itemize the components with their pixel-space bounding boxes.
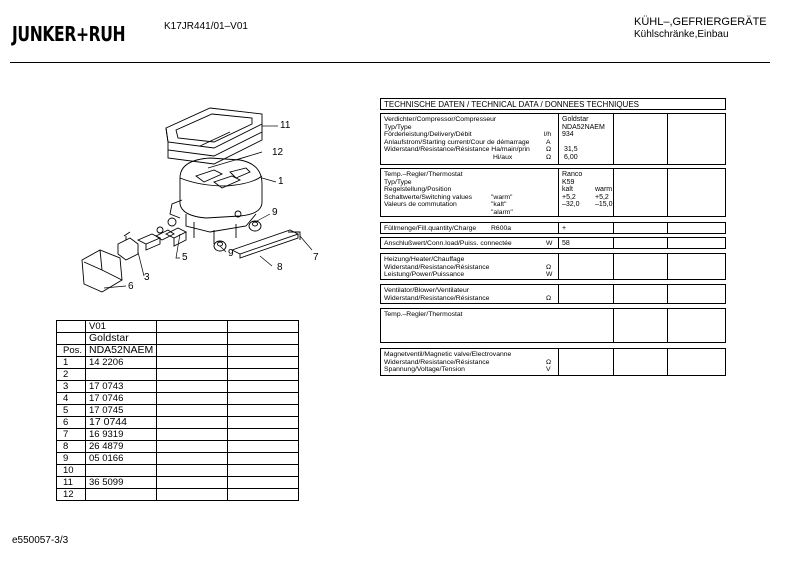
table-row bbox=[57, 429, 299, 441]
mounting-rail-part bbox=[232, 230, 300, 258]
relay-part bbox=[138, 227, 186, 250]
table-row bbox=[57, 405, 299, 417]
thermostat-section bbox=[380, 168, 726, 217]
thermostat-commutation-label: Valeurs de commutation bbox=[384, 201, 457, 209]
table-row bbox=[57, 453, 299, 465]
part-number-cell: 14 2206 bbox=[86, 357, 157, 369]
empty-cell bbox=[157, 357, 228, 369]
empty-cell bbox=[228, 429, 299, 441]
valve-voltage-label: Spannung/Voltage/Tension bbox=[384, 366, 465, 374]
empty-cell bbox=[157, 321, 228, 333]
thermostat-switching-label: Schaltwerte/Switching values bbox=[384, 193, 473, 201]
table-row bbox=[57, 477, 299, 489]
empty-cell bbox=[228, 405, 299, 417]
table-row bbox=[57, 441, 299, 453]
protector-cover-part bbox=[82, 250, 122, 292]
pos-cell: 1 bbox=[57, 357, 86, 369]
empty-cell bbox=[157, 489, 228, 501]
compressor-type-label: Typ/Type bbox=[384, 123, 412, 131]
pos-cell: 3 bbox=[57, 381, 86, 393]
heater-section bbox=[380, 253, 726, 280]
fan-label: Ventilator/Blower/Ventilateur bbox=[384, 287, 470, 294]
compressor-current-label: Anlaufstrom/Starting current/Cour de démarrage bbox=[384, 138, 530, 146]
cover-tray-part bbox=[166, 108, 262, 164]
callout-1: 1 bbox=[278, 176, 284, 187]
pos-cell: 5 bbox=[57, 405, 86, 417]
table-row bbox=[57, 333, 299, 345]
compressor-brand-value: Goldstar bbox=[562, 116, 589, 123]
empty-cell bbox=[228, 417, 299, 429]
callout-8: 8 bbox=[277, 262, 283, 273]
valve-resistance-label: Widerstand/Resistance/Résistance bbox=[384, 358, 490, 366]
empty-cell bbox=[157, 345, 228, 357]
empty-cell bbox=[228, 321, 299, 333]
pos-cell: 8 bbox=[57, 441, 86, 453]
power-section bbox=[380, 237, 726, 249]
compressor-delivery-value: 934 bbox=[562, 131, 574, 139]
compressor-label: Verdichter/Compressor/Compresseur bbox=[384, 116, 497, 123]
starter-part bbox=[118, 232, 138, 260]
table-row bbox=[57, 465, 299, 477]
callout-9-right: 9 bbox=[272, 207, 278, 218]
empty-cell bbox=[228, 441, 299, 453]
charge-label: Füllmenge/Fill.quantity/Charge bbox=[384, 225, 477, 232]
power-label: Anschlußwert/Conn.load/Puiss. connectée bbox=[384, 240, 512, 247]
current-unit: A bbox=[546, 138, 551, 146]
callout-12: 12 bbox=[272, 147, 284, 158]
thermostat-brand-value: Ranco bbox=[562, 171, 583, 178]
table-row bbox=[57, 489, 299, 501]
callout-7: 7 bbox=[313, 252, 319, 263]
fan-resistance-unit: Ω bbox=[546, 294, 552, 302]
power-value: 58 bbox=[562, 240, 570, 247]
thermostat-type-label: Typ/Type bbox=[384, 178, 412, 186]
part-number-cell: 17 0743 bbox=[86, 381, 157, 393]
pos-cell bbox=[57, 321, 86, 333]
callout-9-left: 9 bbox=[228, 248, 234, 259]
table-row bbox=[57, 369, 299, 381]
heater-power-unit: W bbox=[546, 271, 553, 279]
thermostat2-section bbox=[380, 308, 726, 343]
table-row bbox=[57, 417, 299, 429]
heater-resistance-unit: Ω bbox=[546, 263, 552, 271]
valve-label: Magnetventil/Magnetic valve/Electrovanne bbox=[384, 351, 512, 358]
empty-cell bbox=[228, 357, 299, 369]
heater-label: Heizung/Heater/Chauffage bbox=[384, 256, 465, 263]
resistance-main-unit: Ω bbox=[546, 146, 552, 154]
pos-cell: Pos. bbox=[57, 345, 86, 357]
thermostat-type-value: K59 bbox=[562, 178, 575, 186]
compressor-delivery-label: Förderleistung/Delivery/Débit bbox=[384, 131, 472, 139]
part-number-cell: V01 bbox=[86, 321, 157, 333]
pos-cell: 12 bbox=[57, 489, 86, 501]
compressor-part bbox=[168, 158, 262, 244]
empty-cell bbox=[157, 441, 228, 453]
part-number-cell: 05 0166 bbox=[86, 453, 157, 465]
part-number-cell bbox=[86, 489, 157, 501]
fan-section bbox=[380, 284, 726, 304]
empty-cell bbox=[228, 369, 299, 381]
thermostat-warm-warm-value: +5,2 bbox=[595, 193, 609, 201]
compressor-type-value: NDA52NAEM bbox=[562, 123, 605, 131]
heater-resistance-label: Widerstand/Resistance/Résistance bbox=[384, 263, 490, 271]
thermostat-warm-kalt-value: –15,0 bbox=[595, 201, 613, 209]
thermostat-warm-label: "warm" bbox=[491, 193, 513, 201]
brand-logo: JUNKER+RUH bbox=[12, 22, 126, 46]
part-number-cell bbox=[86, 369, 157, 381]
pos-cell: 4 bbox=[57, 393, 86, 405]
delivery-unit: l/h bbox=[544, 131, 552, 139]
empty-cell bbox=[157, 465, 228, 477]
resistance-aux-unit: Ω bbox=[546, 154, 552, 161]
table-row bbox=[57, 345, 299, 357]
part-number-cell: 17 0744 bbox=[86, 417, 157, 429]
empty-cell bbox=[228, 465, 299, 477]
valve-resistance-unit: Ω bbox=[546, 358, 552, 366]
pos-cell: 9 bbox=[57, 453, 86, 465]
thermostat2-label: Temp.–Regler/Thermostat bbox=[384, 311, 463, 318]
pos-cell bbox=[57, 333, 86, 345]
valve-section bbox=[380, 348, 726, 376]
charge-value: + bbox=[562, 225, 567, 232]
callout-5: 5 bbox=[182, 252, 188, 263]
empty-cell bbox=[157, 405, 228, 417]
table-row bbox=[57, 381, 299, 393]
part-number-cell: 17 0745 bbox=[86, 405, 157, 417]
compressor-resistance-main-label: Widerstand/Resistance/Résistance Ha/main/prin bbox=[384, 146, 530, 154]
empty-cell bbox=[228, 453, 299, 465]
power-unit: W bbox=[546, 240, 553, 247]
heater-power-label: Leistung/Power/Puissance bbox=[384, 271, 465, 279]
fan-resistance-label: Widerstand/Resistance/Résistance bbox=[384, 294, 490, 302]
part-number-cell: Goldstar bbox=[86, 333, 157, 345]
pos-cell: 6 bbox=[57, 417, 86, 429]
compressor-resistance-aux-label: Hi/aux bbox=[493, 154, 513, 161]
compressor-section bbox=[380, 113, 726, 165]
empty-cell bbox=[157, 477, 228, 489]
thermostat-kalt-header: kalt bbox=[562, 186, 573, 194]
part-number-cell: NDA52NAEM bbox=[86, 345, 157, 357]
empty-cell bbox=[228, 345, 299, 357]
table-row bbox=[57, 357, 299, 369]
part-number-cell: 26 4879 bbox=[86, 441, 157, 453]
empty-cell bbox=[157, 333, 228, 345]
callout-3: 3 bbox=[144, 272, 150, 283]
part-number-cell: 17 0746 bbox=[86, 393, 157, 405]
empty-cell bbox=[228, 381, 299, 393]
callout-11: 11 bbox=[280, 120, 291, 131]
empty-cell bbox=[228, 489, 299, 501]
callout-6: 6 bbox=[128, 281, 134, 292]
valve-voltage-unit: V bbox=[546, 366, 551, 374]
empty-cell bbox=[228, 333, 299, 345]
table-row bbox=[57, 321, 299, 333]
empty-cell bbox=[157, 393, 228, 405]
part-number-cell: 16 9319 bbox=[86, 429, 157, 441]
part-number-cell: 36 5099 bbox=[86, 477, 157, 489]
table-row bbox=[57, 393, 299, 405]
compressor-resistance-main-value: 31,5 bbox=[564, 146, 578, 154]
document-code: e550057-3/3 bbox=[12, 535, 69, 546]
pos-cell: 7 bbox=[57, 429, 86, 441]
model-number: K17JR441/01–V01 bbox=[164, 21, 248, 32]
empty-cell bbox=[157, 369, 228, 381]
charge-section bbox=[380, 222, 726, 234]
pos-cell: 2 bbox=[57, 369, 86, 381]
thermostat-label: Temp.–Regler/Thermostat bbox=[384, 171, 463, 178]
thermostat-position-label: Regelstellung/Position bbox=[384, 186, 452, 194]
thermostat-kalt-warm-value: +5,2 bbox=[562, 193, 576, 201]
category-subtitle: Kühlschränke,Einbau bbox=[634, 29, 729, 40]
empty-cell bbox=[228, 477, 299, 489]
grommet-part bbox=[214, 221, 261, 251]
compressor-resistance-aux-value: 6,00 bbox=[564, 154, 578, 161]
thermostat-warm-header: warm bbox=[595, 186, 613, 194]
thermostat-kalt-kalt-value: –32,0 bbox=[562, 201, 580, 209]
pos-cell: 11 bbox=[57, 477, 86, 489]
empty-cell bbox=[157, 429, 228, 441]
empty-cell bbox=[228, 393, 299, 405]
empty-cell bbox=[157, 417, 228, 429]
empty-cell bbox=[157, 381, 228, 393]
empty-cell bbox=[157, 453, 228, 465]
tech-data-title: TECHNISCHE DATEN / TECHNICAL DATA / DONNEES TECHNIQUES bbox=[380, 98, 726, 110]
part-number-cell bbox=[86, 465, 157, 477]
parts-table bbox=[56, 320, 299, 501]
charge-refrigerant: R600a bbox=[491, 225, 512, 232]
thermostat-alarm-label: "alarm" bbox=[491, 209, 513, 216]
pos-cell: 10 bbox=[57, 465, 86, 477]
thermostat-kalt-label: "kalt" bbox=[491, 201, 507, 209]
category-title: KÜHL–,GEFRIERGERÄTE bbox=[634, 16, 767, 28]
